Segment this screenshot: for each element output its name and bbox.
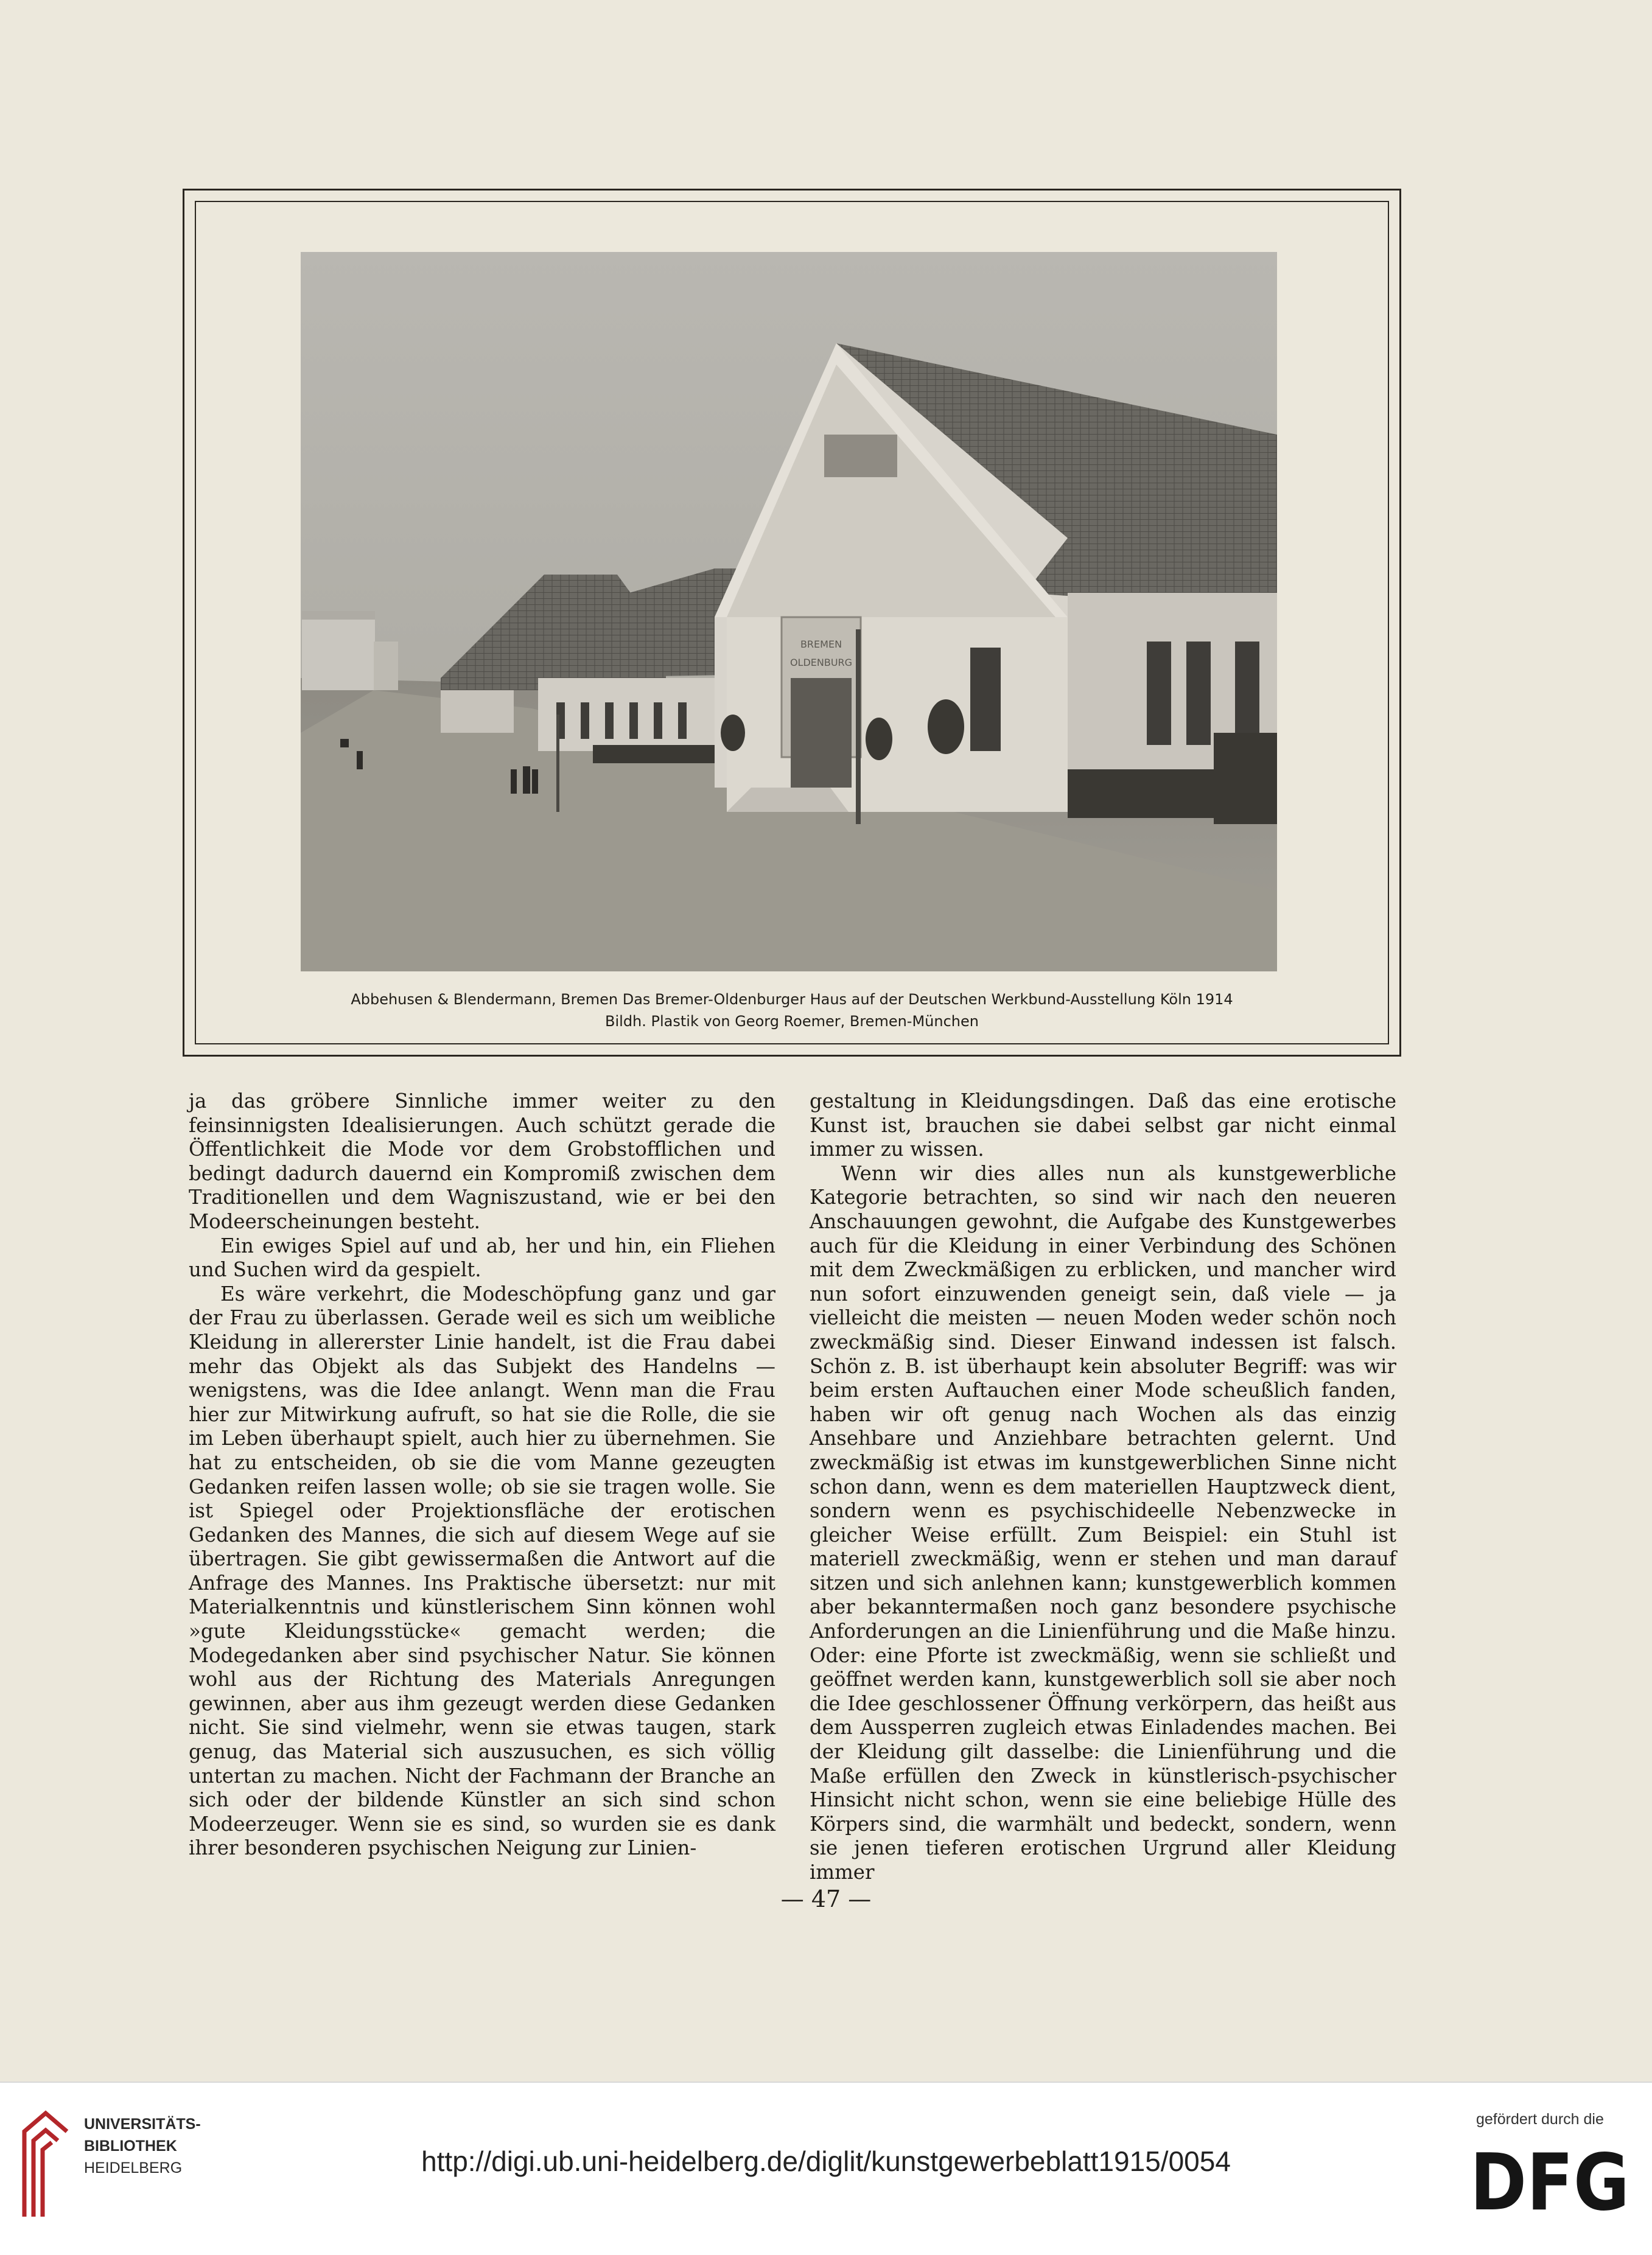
figure-caption-line-1: Abbehusen & Blendermann, Bremen Das Bremer-Oldenburger Haus auf der Deutschen Werkbund-Ausstellung Köln 1914 bbox=[351, 991, 1233, 1008]
sign-text-1: BREMEN bbox=[800, 638, 842, 650]
paragraph: Wenn wir dies alles nun als kunstgewerbliche Kategorie betrachten, so sind wir nach den neueren Anschauungen gewohnt, die Aufgabe des Kunstgewerbes auch für die Kleidung in einer Verbindung des Schönen mit dem Zweckmäßigen zu erblicken, und mancher wird nun sofort einzuwenden geneigt sein, daß viele — ja vielleicht die meisten — neuen Moden weder schön noch zweckmäßig sind. Dieser Einwand indessen ist falsch. Schön z. B. ist überhaupt kein absoluter Begriff: was wir beim ersten Auftauchen einer Mode scheußlich fanden, haben wir oft genug nach Wochen als das einzig Ansehbare und Anziehbare betrachten gelernt. Und zweckmäßig ist etwas im kunstgewerblichen Sinne nicht schon dann, wenn es dem materiellen Hauptzweck dient, sondern wenn es psychischideelle Nebenzwecke in gleicher Weise erfüllt. Zum Beispiel: ein Stuhl ist materiell zweckmäßig, wenn er stehen und man darauf sitzen und sich anlehnen kann; kunstgewerblich kommen aber bekanntermaßen noch ganz besondere psychische Anforderungen an die Linienführung und die Maße hinzu. Oder: eine Pforte ist zweckmäßig, wenn sie schließt und geöffnet werden kann, kunstgewerblich soll sie aber noch die Idee geschlossener Öffnung verkörpern, das heißt aus dem Aussperren zugleich etwas Einladendes machen. Bei der Kleidung gilt dasselbe: die Linienführung und die Maße erfüllen den Zweck in künstlerisch-psychischer Hinsicht nicht schon, wenn sie eine beliebige Hülle des Körpers sind, die warmhält und bedeckt, sondern, wenn sie jenen tieferen erotischen Urgrund aller Kleidung immer bbox=[810, 1161, 1396, 1884]
paragraph: Es wäre verkehrt, die Modeschöpfung ganz und gar der Frau zu überlassen. Gerade weil es sich um weibliche Kleidung in allererster Linie handelt, ist die Frau dabei mehr das Objekt als das Subjekt des Handelns — wenigstens, was die Idee anlangt. Wenn man die Frau hier zur Mitwirkung aufruft, so hat sie die Rolle, die sie im Leben überhaupt spielt, auch hier zu übernehmen. Sie hat zu entscheiden, ob sie die vom Manne gezeugten Gedanken reifen lassen wolle; ob sie sie tragen wolle. Sie ist Spiegel oder Projektionsfläche der erotischen Gedanken des Mannes, die sich auf diesem Wege auf sie übertragen. Sie gibt gewissermaßen die Antwort auf die Anfrage des Mannes. Ins Praktische übersetzt: nur mit Materialkenntnis und künstlerischem Sinn können wohl »gute Kleidungsstücke« gemacht werden; die Modegedanken aber sind psychischer Natur. Sie können wohl aus der Richtung des Materials Anregungen gewinnen, aber aus ihm gezeugt werden diese Gedanken nicht. Sie sind vielmehr, wenn sie etwas taugen, stark genug, das Material sich auszusuchen, es sich völlig untertan zu machen. Nicht der Fachmann der Branche an sich oder der bildende Künstler an sich sind schon Modeerzeuger. Wenn sie es sind, so wurden sie es dank ihrer besonderen psychischen Neigung zur Linien- bbox=[189, 1282, 775, 1860]
text-column-right bbox=[810, 1089, 1396, 1885]
page-number: — 47 — bbox=[780, 1886, 872, 1912]
library-name-line-2: BIBLIOTHEK bbox=[84, 2138, 177, 2155]
paragraph: Ein ewiges Spiel auf und ab, her und hin, ein Fliehen und Suchen wird da gespielt. bbox=[189, 1234, 775, 1282]
sign-text-2: OLDENBURG bbox=[789, 657, 853, 668]
dfg-logo-text: DFG bbox=[1470, 2141, 1629, 2220]
funder-text: gefördert durch die bbox=[1476, 2111, 1604, 2128]
paragraph: gestaltung in Kleidungsdingen. Daß das eine erotische Kunst ist, brauchen sie dabei selbst gar nicht einmal immer zu wissen. bbox=[810, 1089, 1396, 1161]
figure-caption-line-2: Bildh. Plastik von Georg Roemer, Bremen-München bbox=[605, 1013, 979, 1030]
paragraph: ja das gröbere Sinnliche immer weiter zu den feinsinnigsten Idealisierungen. Auch schützt gerade die Öffentlichkeit die Mode vor dem Grobstofflichen und bedingt dadurch dauernd ein Kompromiß zwischen dem Traditionellen und dem Wagniszustand, wie er bei den Modeerscheinungen besteht. bbox=[189, 1089, 775, 1233]
library-name-line-1: UNIVERSITÄTS- bbox=[84, 2116, 201, 2133]
library-name-line-3: HEIDELBERG bbox=[84, 2159, 183, 2176]
digitization-footer bbox=[0, 2082, 1652, 2255]
source-url-link[interactable]: http://digi.ub.uni-heidelberg.de/diglit/kunstgewerbeblatt1915/0054 bbox=[421, 2145, 1231, 2177]
building-photo-svg bbox=[301, 252, 1277, 971]
building-photograph bbox=[301, 252, 1277, 971]
text-column-left bbox=[189, 1089, 775, 1861]
dfg-logo-icon bbox=[1470, 2141, 1634, 2220]
